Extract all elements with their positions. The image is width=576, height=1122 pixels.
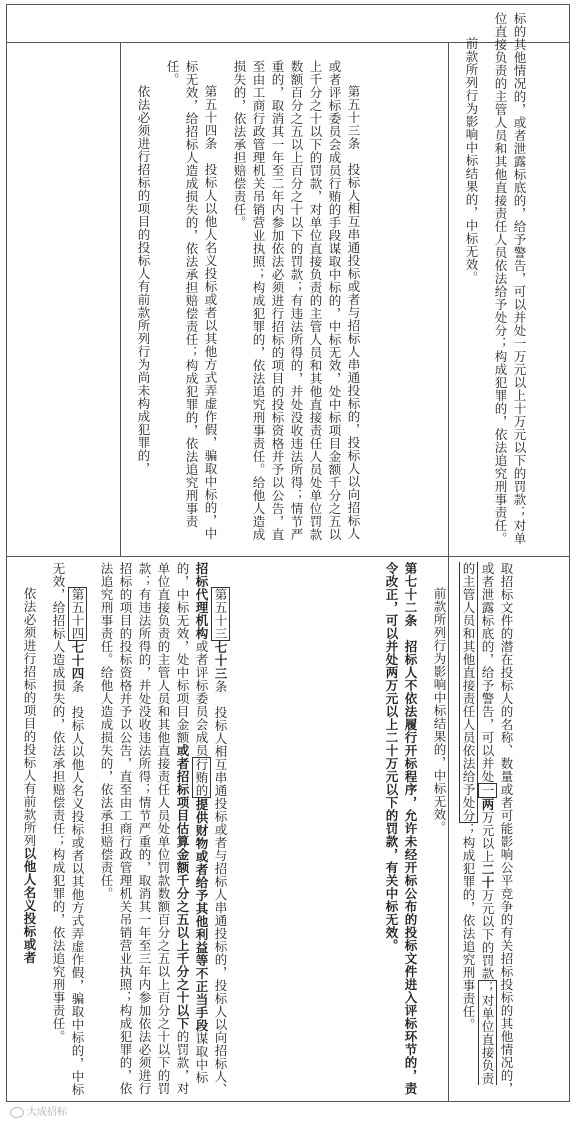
revised-article-74-cont: 依法必须进行招标的项目的投标人有前款所列以他人名义投标或者 (22, 587, 37, 964)
column-divider (448, 42, 449, 556)
original-top-cell (452, 12, 564, 552)
article-53-original: 第五十三条 投标人相互串通投标或者与招标人串通投标的，投标人以向招标人或者评标委员会成员行贿的手段谋取中标的，中标无效，处中标项目金额千分之五以上千分之十以下的罚款，对单位直接负责的主管人员和其他直接责任人员处单位罚款数额百分之五以上百分之十以下的罚款；有违法所得的，并处没收违法所得；情节严重的，取消其一年至二年内参加依法必须进行招标的项目的投标资格并予以公告，直至由工商行政管理机关吊销营业执照；构成犯罪的，依法追究刑事责任。给他人造成损失的，依法承担赔偿责任。 (232, 60, 361, 541)
revised-article-71-cont: 前款所列行为影响中标结果的，中标无效。 (432, 587, 447, 834)
deleted-text-box: ；对单位直接负责的主管人员和其他直接责任人员依法给予处分 (461, 562, 495, 1085)
original-articles-cell (124, 60, 444, 552)
original-top-paragraph: 标的其他情况的，或者泄露标底的，给予警告，可以并处一万元以上十万元以下的罚款；对单位直接负责的主管人员和其他直接责任人员依法给予处分；构成犯罪的，依法追究刑事责任。 (493, 12, 527, 545)
eye-logo-icon (10, 1107, 24, 1118)
revised-top-cell (372, 562, 564, 1096)
revised-article-72: 第七十二条 招标人不依法履行开标程序，允许未经开标公布的投标文件进入评标环节的，责令改正，可以并处两万元以上二十万元以下的罚款，有关中标无效。 (384, 562, 418, 1095)
revised-article-74: 第五十四七十四条 投标人以他人名义投标或者以其他方式弄虚作假，骗取中标的，中标无效，给招标人造成损失的，依法承担赔偿责任；构成犯罪的，依法追究刑事责任。 (51, 562, 85, 1096)
original-top-paragraph: 前款所列行为影响中标结果的，中标无效。 (464, 37, 479, 284)
watermark: 大成招标 (10, 1103, 67, 1118)
revised-articles-cell (10, 562, 370, 1096)
revised-article-71: 取招标文件的潜在投标人的名称、数量或者可能影响公平竞争的有关招标投标的其他情况的，或者泄露标底的，给予警告，可以并处一两万元以上二十万元以下的罚款；对单位直接负责的主管人员和其他直接责任人员依法给予处分；构成犯罪的，依法追究刑事责任。 (461, 562, 514, 1095)
article-54-original-cont: 依法必须进行招标的项目的投标人有前款所列行为尚未构成犯罪的， (136, 85, 151, 475)
article-54-original: 第五十四条 投标人以他人名义投标或者以其他方式弄虚作假，骗取中标的，中标无效，给招标人造成损失的，依法承担赔偿责任；构成犯罪的，依法追究刑事责任。 (165, 60, 218, 540)
table-divider (6, 556, 570, 557)
revised-article-73: 第五十三七十三条 投标人相互串通投标或者与招标人串通投标的，投标人以向招标人、招标代理机构或者评标委员会成员行贿的提供财物或者给予其他利益等不正当手段谋取中标的，中标无效，处中标项目金额或者招标项目估算金额千分之五以上千分之十以下的罚款，对单位直接负责的主管人员和其他直接责任人员处单位罚款数额百分之五以上百分之十以下的罚款；有违法所得的，并处没收违法所得；情节严重的，取消其一年至三年内参加依法必须进行招标的项目的投标资格并予以公告，直至由工商行政管理机关吊销营业执照；构成犯罪的，依法追究刑事责任。给他人造成损失的，依法承担赔偿责任。 (99, 562, 228, 1096)
deleted-text-box: 一 (480, 784, 495, 797)
column-divider (120, 42, 121, 556)
